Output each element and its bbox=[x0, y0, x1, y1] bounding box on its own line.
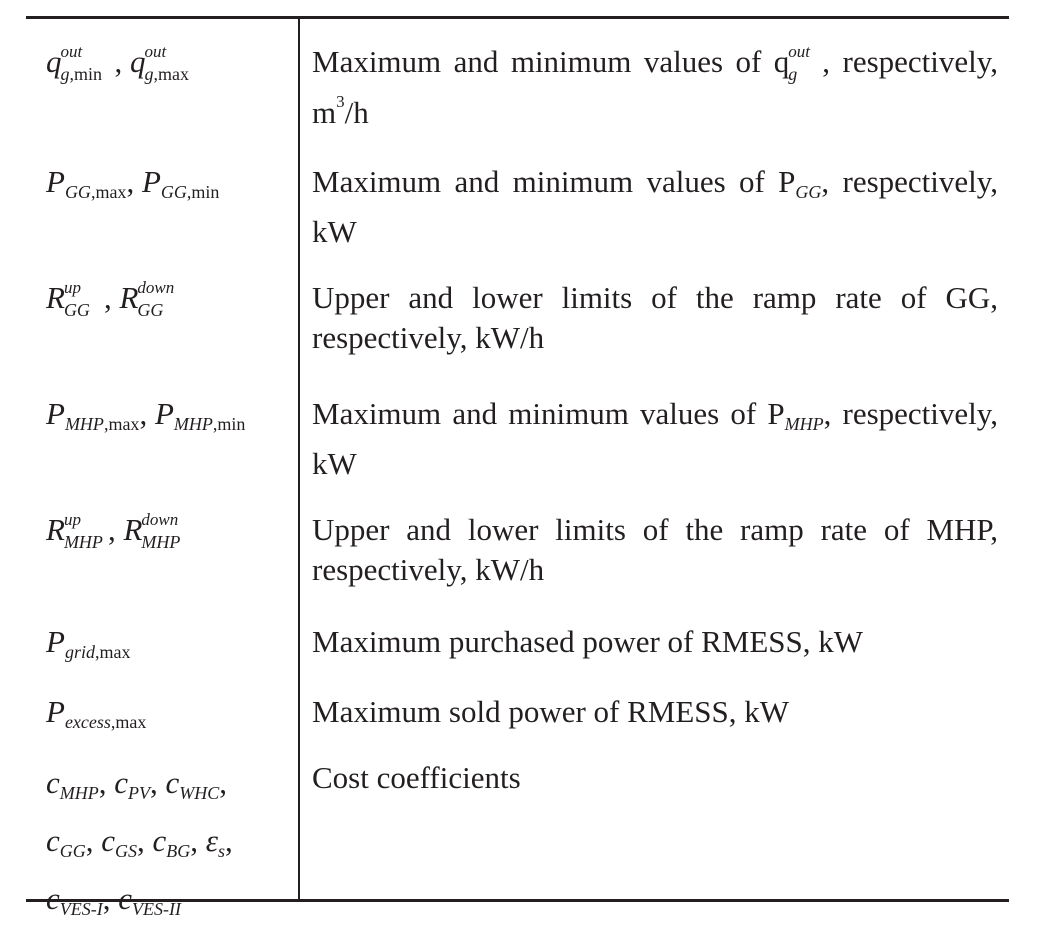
symbol-cell: q out g,min , q out g,max bbox=[46, 42, 189, 84]
description-line: kW bbox=[312, 446, 357, 481]
description-cell bbox=[312, 395, 998, 483]
description-line: Maximum and minimum values of PGG, respectively, bbox=[312, 164, 999, 202]
symbol-cell: PGG,max, PGG,min bbox=[46, 164, 220, 202]
description-cell bbox=[312, 279, 998, 357]
symbol-cell: cMHP, cPV, cWHC, cGG, cGS, cBG, εs, cVES-I, cVES-II bbox=[46, 765, 233, 919]
symbol-cell: Pexcess,max bbox=[46, 694, 147, 732]
column-divider bbox=[298, 19, 300, 899]
description-line: Maximum purchased power of RMESS, kW bbox=[312, 624, 864, 659]
description-line: $m^3/h$ bbox=[312, 92, 369, 130]
description-cell bbox=[312, 511, 998, 589]
description-line: Upper and lower limits of the ramp rate of MHP, bbox=[312, 512, 998, 547]
description-cell bbox=[312, 623, 998, 661]
description-line: Maximum and minimum values of q out g , respectively, bbox=[312, 42, 999, 84]
description-line: kW bbox=[312, 214, 357, 249]
description-cell bbox=[312, 43, 998, 132]
description-line: Cost coefficients bbox=[312, 760, 521, 795]
description-cell bbox=[312, 163, 998, 251]
description-cell bbox=[312, 693, 998, 731]
symbol-cell: R up MHP , R down MHP bbox=[46, 510, 181, 552]
symbol-cell: Pgrid,max bbox=[46, 624, 131, 662]
description-line: Upper and lower limits of the ramp rate of GG, bbox=[312, 280, 998, 315]
description-line: Maximum and minimum values of PMHP, respectively, bbox=[312, 396, 998, 434]
nomenclature-table bbox=[26, 16, 1009, 919]
description-line: respectively, kW/h bbox=[312, 320, 545, 355]
description-line: respectively, kW/h bbox=[312, 552, 545, 587]
description-cell bbox=[312, 759, 998, 797]
symbol-cell: PMHP,max, PMHP,min bbox=[46, 396, 246, 434]
symbol-cell: R up GG , R down GG bbox=[46, 278, 175, 320]
description-line: Maximum sold power of RMESS, kW bbox=[312, 694, 790, 729]
